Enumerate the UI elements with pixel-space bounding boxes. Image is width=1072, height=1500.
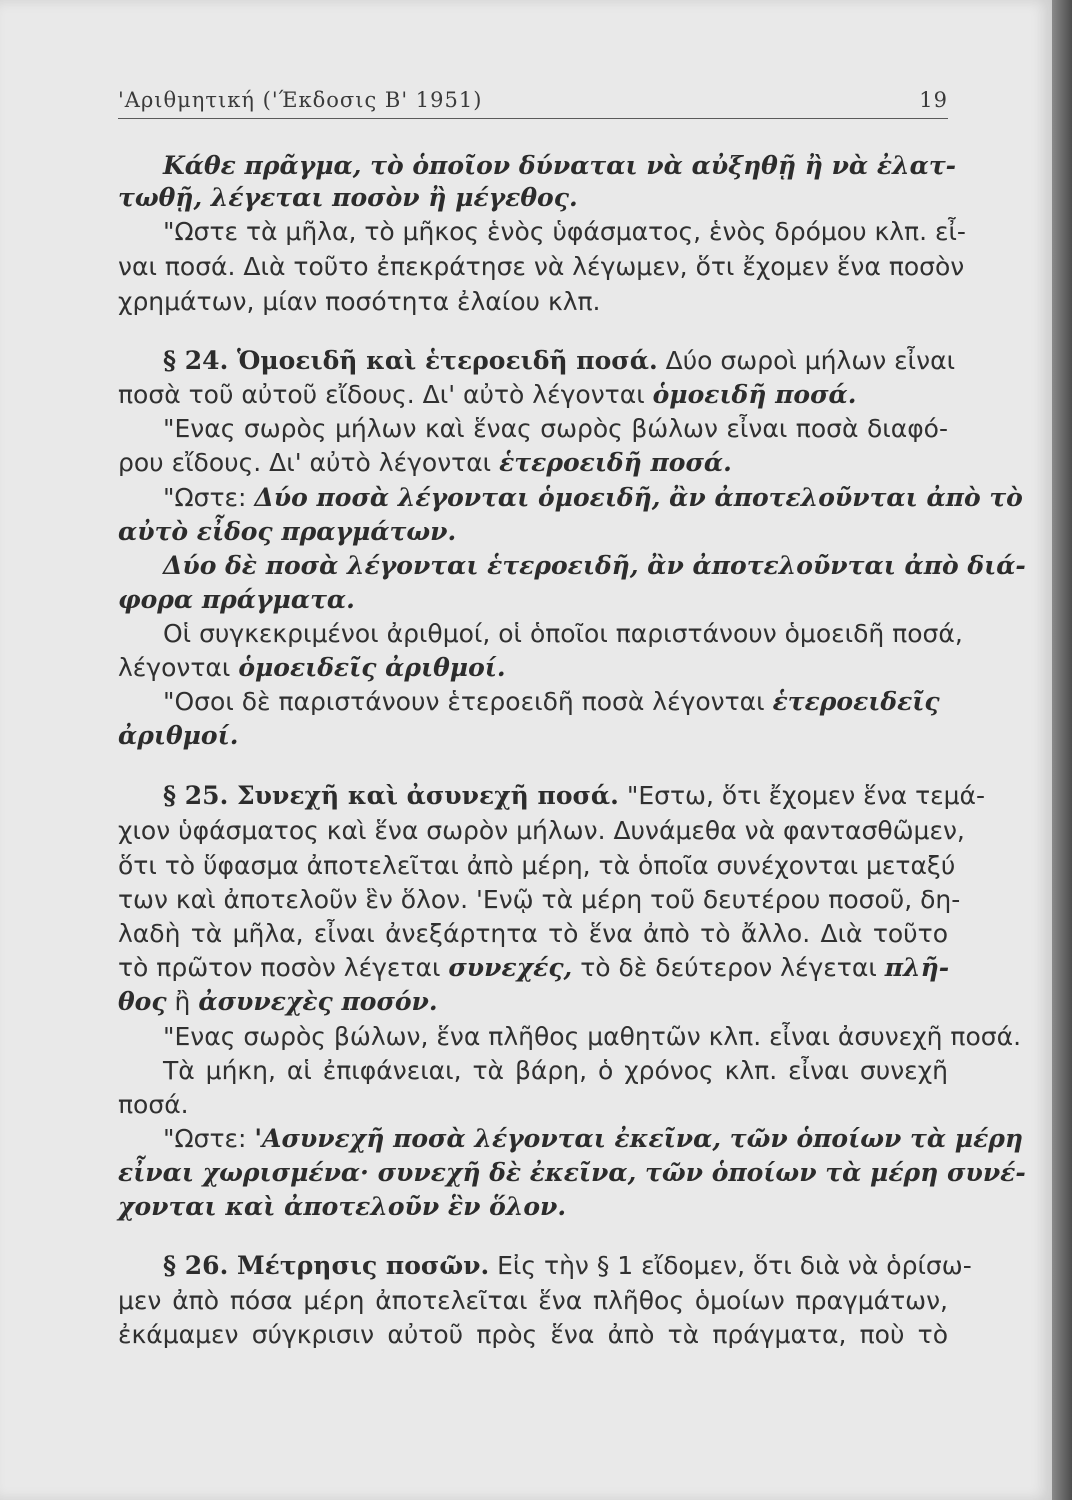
section-heading: § 24. Ὁμοειδῆ καὶ ἑτεροειδῆ ποσά. bbox=[163, 346, 658, 375]
text-line: εἶναι χωρισμένα· συνεχῆ δὲ ἐκεῖνα, τῶν ὁποίων τὰ μέρη συνέ- bbox=[118, 1158, 1026, 1187]
page-number: 19 bbox=[919, 88, 948, 112]
text-line: Οἱ συγκεκριμένοι ἀριθμοί, οἱ ὁποῖοι παριστάνουν ὁμοειδῆ ποσά, bbox=[163, 619, 963, 648]
text-line: λαδὴ τὰ μῆλα, εἶναι ἀνεξάρτητα τὸ ἕνα ἀπὸ τὸ ἄλλο. Διὰ τοῦτο bbox=[118, 919, 948, 948]
section-26-heading-line: § 26. Μέτρησις ποσῶν. Εἰς τὴν § 1 εἴδομεν, ὅτι διὰ νὰ ὁρίσω- bbox=[163, 1251, 972, 1280]
text-line: ναι ποσά. Διὰ τοῦτο ἐπεκράτησε νὰ λέγωμεν, ὅτι ἔχομεν ἕνα ποσὸν bbox=[118, 252, 965, 281]
text-line: χονται καὶ ἀποτελοῦν ἓν ὅλον. bbox=[118, 1192, 567, 1221]
text-line: "Ενας σωρὸς μήλων καὶ ἕνας σωρὸς βώλων εἶναι ποσὰ διαφό- bbox=[163, 414, 948, 443]
text-line: τὸ πρῶτον ποσὸν λέγεται συνεχές, τὸ δὲ δεύτερον λέγεται πλῆ- bbox=[118, 953, 950, 982]
section-heading: § 25. Συνεχῆ καὶ ἀσυνεχῆ ποσά. bbox=[163, 781, 619, 810]
text-line: "Ωστε: 'Ασυνεχῆ ποσὰ λέγονται ἐκεῖνα, τῶν ὁποίων τὰ μέρη bbox=[163, 1124, 1024, 1153]
header-title: 'Αριθμητική ('Έκδοσις Β' 1951) bbox=[118, 88, 483, 112]
text-line: θος ἢ ἀσυνεχὲς ποσόν. bbox=[118, 987, 438, 1016]
text-line: "Ωστε: Δύο ποσὰ λέγονται ὁμοειδῆ, ἂν ἀποτελοῦνται ἀπὸ τὸ bbox=[163, 483, 1023, 512]
text-line: φορα πράγματα. bbox=[118, 585, 355, 614]
text-line: Τὰ μήκη, αἱ ἐπιφάνειαι, τὰ βάρη, ὁ χρόνος κλπ. εἶναι συνεχῆ bbox=[163, 1056, 948, 1085]
text-line: ἀριθμοί. bbox=[118, 721, 239, 750]
text-line: Κάθε πρᾶγμα, τὸ ὁποῖον δύναται νὰ αὐξηθῇ ἢ νὰ ἐλατ- bbox=[163, 151, 957, 180]
text-line: μεν ἀπὸ πόσα μέρη ἀποτελεῖται ἕνα πλῆθος ὁμοίων πραγμάτων, bbox=[118, 1286, 948, 1315]
text-line: Δύο δὲ ποσὰ λέγονται ἑτεροειδῆ, ἂν ἀποτελοῦνται ἀπὸ διά- bbox=[163, 551, 1026, 580]
text-line: ἐκάμαμεν σύγκρισιν αὐτοῦ πρὸς ἕνα ἀπὸ τὰ πράγματα, ποὺ τὸ bbox=[118, 1320, 948, 1349]
running-header bbox=[118, 84, 948, 119]
text-line: λέγονται ὁμοειδεῖς ἀριθμοί. bbox=[118, 653, 506, 682]
text-line: τωθῇ, λέγεται ποσὸν ἢ μέγεθος. bbox=[118, 183, 578, 212]
text-line: των καὶ ἀποτελοῦν ἓν ὅλον. 'Ενῷ τὰ μέρη τοῦ δευτέρου ποσοῦ, δη- bbox=[118, 885, 961, 914]
text-line: χρημάτων, μίαν ποσότητα ἐλαίου κλπ. bbox=[118, 287, 601, 316]
page-edge-shadow bbox=[1052, 0, 1072, 1500]
text-line: ποσά. bbox=[118, 1090, 189, 1119]
text-line: ὅτι τὸ ὕφασμα ἀποτελεῖται ἀπὸ μέρη, τὰ ὁποῖα συνέχονται μεταξύ bbox=[118, 851, 956, 880]
text-line: "Οσοι δὲ παριστάνουν ἑτεροειδῆ ποσὰ λέγονται ἑτεροειδεῖς bbox=[163, 687, 940, 716]
section-25-heading-line: § 25. Συνεχῆ καὶ ἀσυνεχῆ ποσά. "Εστω, ὅτι ἔχομεν ἕνα τεμά- bbox=[163, 781, 986, 810]
section-24-heading-line: § 24. Ὁμοειδῆ καὶ ἑτεροειδῆ ποσά. Δύο σωροὶ μήλων εἶναι bbox=[163, 346, 956, 375]
text-line: χιον ὑφάσματος καὶ ἕνα σωρὸν μήλων. Δυνάμεθα νὰ φαντασθῶμεν, bbox=[118, 816, 965, 845]
text-line: αὐτὸ εἶδος πραγμάτων. bbox=[118, 517, 457, 546]
section-heading: § 26. Μέτρησις ποσῶν. bbox=[163, 1251, 490, 1280]
text-line: "Ωστε τὰ μῆλα, τὸ μῆκος ἑνὸς ὑφάσματος, ἑνὸς δρόμου κλπ. εἶ- bbox=[163, 217, 966, 246]
text-line: ρου εἴδους. Δι' αὐτὸ λέγονται ἑτεροειδῆ ποσά. bbox=[118, 448, 732, 477]
text-line: ποσὰ τοῦ αὐτοῦ εἴδους. Δι' αὐτὸ λέγονται ὁμοειδῆ ποσά. bbox=[118, 380, 857, 409]
text-line: "Ενας σωρὸς βώλων, ἕνα πλῆθος μαθητῶν κλπ. εἶναι ἀσυνεχῆ ποσά. bbox=[163, 1022, 1022, 1051]
